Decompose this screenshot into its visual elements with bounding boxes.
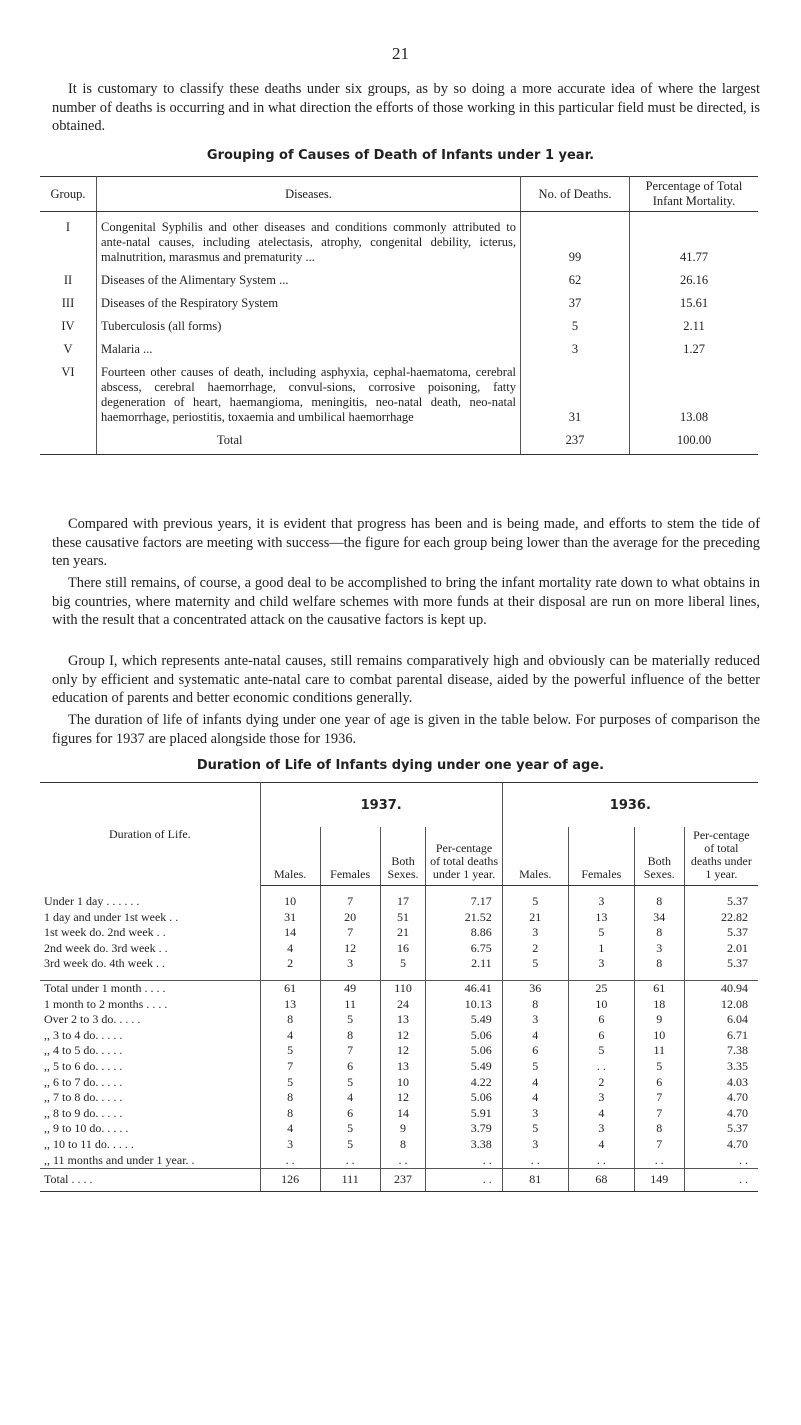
value-cell: 6 [634, 1075, 684, 1091]
value-cell: 110 [380, 980, 426, 996]
header-males-1937: Males. [260, 827, 320, 886]
value-cell: 8 [502, 997, 568, 1013]
value-cell: 111 [320, 1169, 380, 1192]
duration-label: ,, 4 to 5 do. . . . . [40, 1043, 260, 1059]
duration-label: 1 month to 2 months . . . . [40, 997, 260, 1013]
value-cell: 14 [380, 1106, 426, 1122]
value-cell: 5 [260, 1043, 320, 1059]
value-cell: 3 [502, 1012, 568, 1028]
value-cell: 8 [260, 1012, 320, 1028]
value-cell: 5 [568, 925, 634, 941]
value-cell: 7 [634, 1137, 684, 1153]
value-cell: 10 [380, 1075, 426, 1091]
value-cell: 4.70 [727, 1090, 748, 1105]
value-cell: 8 [634, 1121, 684, 1137]
value-cell: 8 [380, 1137, 426, 1153]
duration-label: Total . . . . [40, 1169, 260, 1192]
deaths-cell: 5 [521, 311, 630, 334]
header-males-1936: Males. [502, 827, 568, 886]
value-cell: 5.91 [426, 1106, 502, 1122]
value-cell: 7.17 [426, 894, 502, 910]
duration-row [40, 910, 758, 926]
duration-row [40, 956, 758, 972]
duration-label: 2nd week do. 3rd week . . [40, 941, 260, 957]
value-cell: 5 [320, 1137, 380, 1153]
value-cell: 11 [634, 1043, 684, 1059]
value-cell: 2 [568, 1075, 634, 1091]
value-cell: 17 [380, 894, 426, 910]
total-percentage: 100.00 [630, 425, 759, 455]
duration-row [40, 1075, 758, 1091]
total-row [40, 1169, 758, 1192]
duration-row [40, 1153, 758, 1169]
value-cell: 13 [380, 1012, 426, 1028]
value-cell: 7 [320, 1043, 380, 1059]
duration-row [40, 1028, 758, 1044]
value-cell: 61 [634, 980, 684, 996]
duration-row [40, 980, 758, 996]
value-cell: 5 [502, 894, 568, 910]
value-cell: 49 [320, 980, 380, 996]
duration-row [40, 941, 758, 957]
disease-cell: Congenital Syphilis and other diseases and conditions commonly attributed to ante-natal causes, including atelectasis, atrophy, congenital debility, icterus, malnutrition, marasmus and prematurity ... [97, 212, 521, 266]
value-cell: . . [320, 1153, 380, 1169]
value-cell: 4 [260, 1121, 320, 1137]
duration-label: 3rd week do. 4th week . . [40, 956, 260, 972]
value-cell: 149 [634, 1169, 684, 1192]
duration-row [40, 894, 758, 910]
value-cell: 10.13 [426, 997, 502, 1013]
value-cell: 51 [380, 910, 426, 926]
value-cell: 7 [320, 894, 380, 910]
value-cell: 6.75 [426, 941, 502, 957]
value-cell: . . [739, 1152, 748, 1167]
duration-of-life-table [40, 782, 758, 1192]
value-cell: . . [380, 1153, 426, 1169]
value-cell: 3.35 [727, 1058, 748, 1073]
value-cell: 6 [502, 1043, 568, 1059]
deaths-cell: 37 [521, 288, 630, 311]
value-cell: 8.86 [426, 925, 502, 941]
header-females-1937: Females [320, 827, 380, 886]
value-cell: 4 [502, 1075, 568, 1091]
value-cell: 13 [260, 997, 320, 1013]
value-cell: . . [426, 1153, 502, 1169]
paragraph-1: Compared with previous years, it is evident that progress has been and is being made, and efforts to stem the tide of these causative factors are meeting with success—the figure for each group being lower than the average for the preceding ten years. [52, 516, 760, 569]
duration-row [40, 1090, 758, 1106]
value-cell: 3.38 [426, 1137, 502, 1153]
duration-label: ,, 11 months and under 1 year. . [40, 1153, 260, 1169]
table2-title: Duration of Life of Infants dying under one year of age. [196, 758, 605, 773]
value-cell: 10 [568, 997, 634, 1013]
value-cell: 31 [260, 910, 320, 926]
header-year-1936: 1936. [502, 783, 758, 828]
duration-label: ,, 9 to 10 do. . . . . [40, 1121, 260, 1137]
deaths-cell: 62 [521, 265, 630, 288]
value-cell: 3 [568, 894, 634, 910]
page-number: 21 [392, 44, 409, 63]
value-cell: . . [634, 1153, 684, 1169]
group-cell: II [40, 265, 97, 288]
value-cell: 4 [502, 1090, 568, 1106]
value-cell: 46.41 [426, 980, 502, 996]
value-cell: . . [260, 1153, 320, 1169]
value-cell: 7 [634, 1106, 684, 1122]
duration-row [40, 997, 758, 1013]
causes-of-death-table [40, 176, 758, 455]
value-cell: 12 [380, 1090, 426, 1106]
value-cell: 7.38 [727, 1043, 748, 1058]
value-cell: 5.37 [727, 894, 748, 908]
header-pct-1937: Per-centage of total deaths under 1 year. [426, 827, 502, 886]
value-cell: 5 [634, 1059, 684, 1075]
value-cell: 126 [260, 1169, 320, 1192]
value-cell: 5.37 [727, 1121, 748, 1136]
duration-label: ,, 6 to 7 do. . . . . [40, 1075, 260, 1091]
disease-cell: Tuberculosis (all forms) [97, 311, 521, 334]
value-cell: 21 [502, 910, 568, 926]
value-cell: 13 [380, 1059, 426, 1075]
value-cell: 8 [260, 1090, 320, 1106]
group-cell: III [40, 288, 97, 311]
header-group: Group. [40, 177, 97, 212]
value-cell: 3 [502, 925, 568, 941]
value-cell: 8 [260, 1106, 320, 1122]
value-cell: 7 [260, 1059, 320, 1075]
value-cell: 4 [568, 1137, 634, 1153]
header-females-1936: Females [568, 827, 634, 886]
value-cell: 12 [380, 1028, 426, 1044]
value-cell: 5.37 [727, 956, 748, 971]
value-cell: 1 [568, 941, 634, 957]
value-cell: 61 [260, 980, 320, 996]
value-cell: 5 [320, 1075, 380, 1091]
value-cell: 4 [502, 1028, 568, 1044]
duration-label: 1st week do. 2nd week . . [40, 925, 260, 941]
value-cell: 18 [634, 997, 684, 1013]
group-cell [40, 425, 97, 455]
value-cell: 5 [380, 956, 426, 972]
value-cell: 3 [568, 1090, 634, 1106]
cause-row [40, 288, 758, 311]
value-cell: 2 [260, 956, 320, 972]
value-cell: 5.06 [426, 1043, 502, 1059]
value-cell: 4.70 [727, 1136, 748, 1151]
value-cell: 6 [568, 1028, 634, 1044]
value-cell: 68 [568, 1169, 634, 1192]
value-cell: 3 [568, 956, 634, 972]
value-cell: 4.03 [727, 1074, 748, 1089]
value-cell: 24 [380, 997, 426, 1013]
duration-row [40, 1012, 758, 1028]
header-both-1937: Both Sexes. [380, 827, 426, 886]
duration-label: ,, 7 to 8 do. . . . . [40, 1090, 260, 1106]
value-cell: 6.04 [727, 1012, 748, 1027]
value-cell: 34 [634, 910, 684, 926]
duration-row [40, 1106, 758, 1122]
deaths-cell: 99 [521, 212, 630, 266]
value-cell: 12 [320, 941, 380, 957]
value-cell: . . [426, 1169, 502, 1192]
value-cell: . . [568, 1153, 634, 1169]
duration-row [40, 1043, 758, 1059]
header-diseases: Diseases. [97, 177, 521, 212]
percentage-cell: 2.11 [683, 319, 705, 333]
value-cell: 3 [634, 941, 684, 957]
value-cell: 6.71 [727, 1027, 748, 1042]
duration-label: ,, 5 to 6 do. . . . . [40, 1059, 260, 1075]
paragraph-3: Group I, which represents ante-natal causes, still remains comparatively high and obviously can be materially reduced only by efficient and systematic ante-natal care to combat parental disease, aided by the powerful influence of the better education of parents and better economic conditions generally. [52, 653, 760, 706]
value-cell: 3 [260, 1137, 320, 1153]
value-cell: 3 [502, 1137, 568, 1153]
header-year-1937: 1937. [260, 783, 502, 828]
duration-row [40, 925, 758, 941]
value-cell: 5 [320, 1121, 380, 1137]
value-cell: 5 [320, 1012, 380, 1028]
value-cell: 10 [634, 1028, 684, 1044]
value-cell: 5.49 [426, 1012, 502, 1028]
header-both-1936: Both Sexes. [634, 827, 684, 886]
disease-cell: Fourteen other causes of death, including asphyxia, cephal-haematoma, cerebral abscess, cerebral haemorrhage, convul-sions, corrosive poisoning, fatty degeneration of heart, haemangioma, meningitis, neo-natal death, neo-natal haemorrhage, periostitis, toxaemia and umbilical haemorrhage [97, 357, 521, 425]
value-cell: 81 [502, 1169, 568, 1192]
intro-paragraph: It is customary to classify these deaths under six groups, as by so doing a more accurate idea of where the largest number of deaths is occurring and in what direction the efforts of those working in this particular field must be directed, is obtained. [52, 81, 760, 134]
duration-label: Under 1 day . . . . . . [40, 894, 260, 910]
value-cell: 5.06 [426, 1090, 502, 1106]
value-cell: 40.94 [684, 980, 758, 996]
value-cell: 8 [634, 894, 684, 910]
value-cell: 21 [380, 925, 426, 941]
value-cell: 12.08 [721, 996, 748, 1011]
value-cell: 9 [634, 1012, 684, 1028]
total-deaths: 237 [521, 425, 630, 455]
cause-row [40, 334, 758, 357]
duration-label: ,, 3 to 4 do. . . . . [40, 1028, 260, 1044]
value-cell: 6 [568, 1012, 634, 1028]
value-cell: 6 [320, 1059, 380, 1075]
value-cell: 20 [320, 910, 380, 926]
value-cell: 16 [380, 941, 426, 957]
value-cell: 5 [502, 1121, 568, 1137]
duration-row [40, 1137, 758, 1153]
percentage-cell: 26.16 [679, 273, 709, 287]
value-cell: 4.70 [727, 1105, 748, 1120]
value-cell: 6 [320, 1106, 380, 1122]
value-cell: 3 [320, 956, 380, 972]
duration-label: Over 2 to 3 do. . . . . [40, 1012, 260, 1028]
value-cell: 2 [502, 941, 568, 957]
value-cell: 4 [568, 1106, 634, 1122]
deaths-cell: 31 [521, 357, 630, 425]
value-cell: 5 [260, 1075, 320, 1091]
value-cell: 8 [634, 925, 684, 941]
cause-row [40, 311, 758, 334]
duration-label: 1 day and under 1st week . . [40, 910, 260, 926]
disease-cell: Diseases of the Respiratory System [97, 288, 521, 311]
header-duration: Duration of Life. [40, 783, 260, 886]
value-cell: 10 [260, 894, 320, 910]
value-cell: 14 [260, 925, 320, 941]
cause-row [40, 357, 758, 425]
value-cell: 3.79 [426, 1121, 502, 1137]
duration-label: Total under 1 month . . . . [40, 980, 260, 996]
value-cell: 4 [320, 1090, 380, 1106]
value-cell: 2.11 [426, 956, 502, 972]
value-cell: 9 [380, 1121, 426, 1137]
group-cell: I [40, 212, 97, 266]
header-deaths: No. of Deaths. [521, 177, 630, 212]
value-cell: . . [568, 1059, 634, 1075]
value-cell: 22.82 [721, 909, 748, 924]
value-cell: 13 [568, 910, 634, 926]
value-cell: 5 [502, 956, 568, 972]
duration-label: ,, 8 to 9 do. . . . . [40, 1106, 260, 1122]
value-cell: 7 [634, 1090, 684, 1106]
value-cell: 237 [380, 1169, 426, 1192]
total-label: Total [97, 425, 521, 455]
cause-row [40, 265, 758, 288]
value-cell: 36 [502, 980, 568, 996]
value-cell: 21.52 [426, 910, 502, 926]
group-cell: V [40, 334, 97, 357]
value-cell: 11 [320, 997, 380, 1013]
table1-title: Grouping of Causes of Death of Infants under 1 year. [206, 148, 595, 163]
value-cell: . . [502, 1153, 568, 1169]
percentage-cell: 15.61 [679, 296, 709, 310]
value-cell: 5 [568, 1043, 634, 1059]
value-cell: 25 [568, 980, 634, 996]
value-cell: . . [684, 1169, 758, 1192]
header-percentage: Percentage of Total Infant Mortality. [630, 177, 759, 212]
value-cell: 5.06 [426, 1028, 502, 1044]
disease-cell: Diseases of the Alimentary System ... [97, 265, 521, 288]
value-cell: 5.49 [426, 1059, 502, 1075]
percentage-cell: 13.08 [679, 410, 709, 424]
paragraph-4: The duration of life of infants dying under one year of age is given in the table below. For purposes of comparison the figures for 1937 are placed alongside those for 1936. [52, 712, 760, 747]
value-cell: 5.37 [727, 925, 748, 940]
value-cell: 12 [380, 1043, 426, 1059]
disease-cell: Malaria ... [97, 334, 521, 357]
group-cell: IV [40, 311, 97, 334]
value-cell: 3 [568, 1121, 634, 1137]
value-cell: 4 [260, 1028, 320, 1044]
header-pct-1936: Per-centage of total deaths under 1 year. [684, 827, 758, 886]
value-cell: 3 [502, 1106, 568, 1122]
value-cell: 7 [320, 925, 380, 941]
value-cell: 5 [502, 1059, 568, 1075]
paragraph-2: There still remains, of course, a good deal to be accomplished to bring the infant mortality rate down to what obtains in big countries, where maternity and child welfare schemes with more funds at their disposal are run on more liberal lines, with the result that a concentrated attack on the causative factors is kept up. [52, 575, 760, 628]
percentage-cell: 41.77 [679, 250, 709, 264]
duration-label: ,, 10 to 11 do. . . . . [40, 1137, 260, 1153]
duration-row [40, 1121, 758, 1137]
deaths-cell: 3 [521, 334, 630, 357]
value-cell: 8 [320, 1028, 380, 1044]
percentage-cell: 1.27 [683, 342, 705, 356]
value-cell: 2.01 [727, 940, 748, 955]
value-cell: 4.22 [426, 1075, 502, 1091]
group-cell: VI [40, 357, 97, 425]
total-row [40, 425, 758, 455]
duration-row [40, 1059, 758, 1075]
cause-row [40, 212, 758, 266]
value-cell: 8 [634, 956, 684, 972]
value-cell: 4 [260, 941, 320, 957]
